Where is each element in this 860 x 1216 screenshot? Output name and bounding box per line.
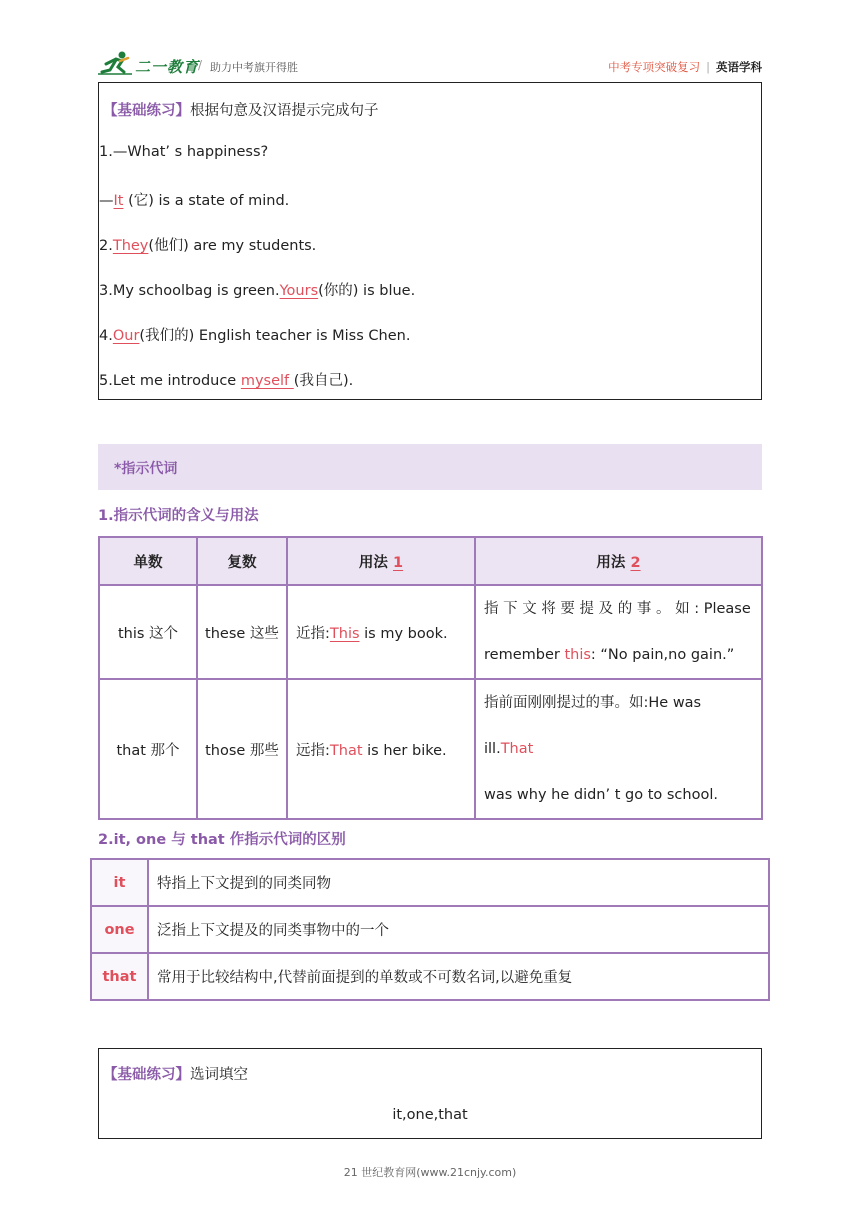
cell-usage-2 bbox=[475, 585, 762, 679]
cell-usage-1 bbox=[287, 585, 475, 679]
header-plural: 复数 bbox=[197, 537, 287, 585]
header-subject: 英语学科 bbox=[716, 60, 762, 74]
header-number: 2 bbox=[630, 554, 641, 571]
table-row bbox=[91, 906, 769, 953]
header-number: 1 bbox=[392, 554, 404, 571]
exercise-instruction: 选词填空 bbox=[190, 1067, 248, 1083]
exercise-1-heading bbox=[103, 99, 379, 120]
comparison-table bbox=[90, 858, 770, 1001]
line-text: (我自己). bbox=[293, 373, 354, 389]
cell-single: this 这个 bbox=[99, 585, 197, 679]
exercise-box-1 bbox=[98, 82, 762, 400]
cell-text: 指 下 文 将 要 提 及 的 事 。 如 : Please bbox=[484, 601, 751, 617]
cell-text: 指前面刚刚提过的事。如:He was ill. bbox=[484, 695, 702, 757]
header-topic: 中考专项突破复习 bbox=[608, 60, 701, 74]
line-text: 5.Let me introduce bbox=[99, 373, 241, 389]
cell-usage-1 bbox=[287, 679, 475, 819]
table-header-row bbox=[99, 537, 762, 585]
cell-text: : “No pain,no gain.” bbox=[590, 647, 735, 663]
exercise-line-6 bbox=[99, 369, 353, 390]
definition-cell: 常用于比较结构中,代替前面提到的单数或不可数名词,以避免重复 bbox=[148, 953, 769, 1000]
exercise-line-1 bbox=[99, 144, 268, 160]
cell-usage-2 bbox=[475, 679, 762, 819]
cell-text: is her bike. bbox=[362, 742, 447, 759]
section-title: *指示代词 bbox=[114, 461, 178, 477]
header-usage-1 bbox=[287, 537, 475, 585]
exercise-line-4 bbox=[99, 279, 415, 300]
line-text: 1.—What’ s happiness? bbox=[99, 144, 269, 160]
answer-text: This bbox=[329, 625, 360, 642]
line-text: 4. bbox=[99, 328, 113, 344]
header-right bbox=[608, 59, 762, 75]
cell-plural: those 那些 bbox=[197, 679, 287, 819]
header-label: 用法 bbox=[596, 554, 631, 571]
header-divider: | bbox=[706, 60, 710, 74]
subsection-title-1: 1.指示代词的含义与用法 bbox=[98, 508, 259, 524]
exercise-line-3 bbox=[99, 234, 316, 255]
highlight-text: That bbox=[500, 741, 534, 757]
cell-text: 远指: bbox=[296, 742, 330, 759]
cell-text: remember bbox=[484, 647, 565, 663]
line-text: (他们) are my students. bbox=[148, 238, 317, 254]
answer-text: It bbox=[113, 193, 124, 209]
line-text: (你的) is blue. bbox=[318, 283, 416, 299]
cell-text-line bbox=[484, 632, 753, 678]
cell-single: that 那个 bbox=[99, 679, 197, 819]
definition-cell: 泛指上下文提及的同类事物中的一个 bbox=[148, 906, 769, 953]
definition-cell: 特指上下文提到的同类同物 bbox=[148, 859, 769, 906]
term-cell: one bbox=[91, 906, 148, 953]
logo-text: 二一教育 bbox=[135, 58, 200, 76]
table-row bbox=[91, 859, 769, 906]
line-text: (它) is a state of mind. bbox=[123, 193, 290, 209]
term-cell: that bbox=[91, 953, 148, 1000]
exercise-instruction: 根据句意及汉语提示完成句子 bbox=[190, 103, 379, 119]
line-text: 3.My schoolbag is green. bbox=[99, 283, 280, 299]
header-usage-2 bbox=[475, 537, 762, 585]
exercise-tag: 【基础练习】 bbox=[103, 1067, 190, 1083]
cell-text: was why he didn’ t go to school. bbox=[484, 787, 718, 803]
term-cell: it bbox=[91, 859, 148, 906]
highlight-text: this bbox=[564, 647, 591, 663]
cell-text: is my book. bbox=[359, 625, 448, 642]
logo-divider: / bbox=[198, 58, 203, 72]
header-label: 用法 bbox=[358, 554, 393, 571]
exercise-line-2 bbox=[99, 189, 289, 210]
line-text: — bbox=[99, 193, 114, 209]
word-bank: it,one,that bbox=[392, 1107, 468, 1123]
answer-text: myself bbox=[240, 373, 294, 389]
exercise-2-heading bbox=[103, 1063, 248, 1084]
line-text: (我们的) English teacher is Miss Chen. bbox=[139, 328, 411, 344]
exercise-tag: 【基础练习】 bbox=[103, 103, 190, 119]
exercise-box-2 bbox=[98, 1048, 762, 1139]
exercise-line-5 bbox=[99, 324, 410, 345]
table-row bbox=[99, 585, 762, 679]
answer-text: They bbox=[112, 238, 149, 254]
answer-text: Yours bbox=[279, 283, 319, 299]
answer-text: That bbox=[329, 742, 363, 759]
answer-text: Our bbox=[112, 328, 140, 344]
table-row bbox=[99, 679, 762, 819]
line-text: 2. bbox=[99, 238, 113, 254]
table-row bbox=[91, 953, 769, 1000]
header-slogan: 助力中考旗开得胜 bbox=[210, 61, 298, 74]
cell-plural: these 这些 bbox=[197, 585, 287, 679]
cell-text: 近指: bbox=[296, 625, 330, 642]
page-header bbox=[98, 48, 762, 80]
subsection-title-2: 2.it, one 与 that 作指示代词的区别 bbox=[98, 832, 346, 848]
page-footer: 21 世纪教育网(www.21cnjy.com) bbox=[343, 1166, 517, 1179]
header-single: 单数 bbox=[99, 537, 197, 585]
runner-logo-icon bbox=[98, 50, 134, 76]
demonstrative-table bbox=[98, 536, 763, 820]
section-band bbox=[98, 444, 762, 490]
cell-text-line bbox=[484, 680, 753, 772]
